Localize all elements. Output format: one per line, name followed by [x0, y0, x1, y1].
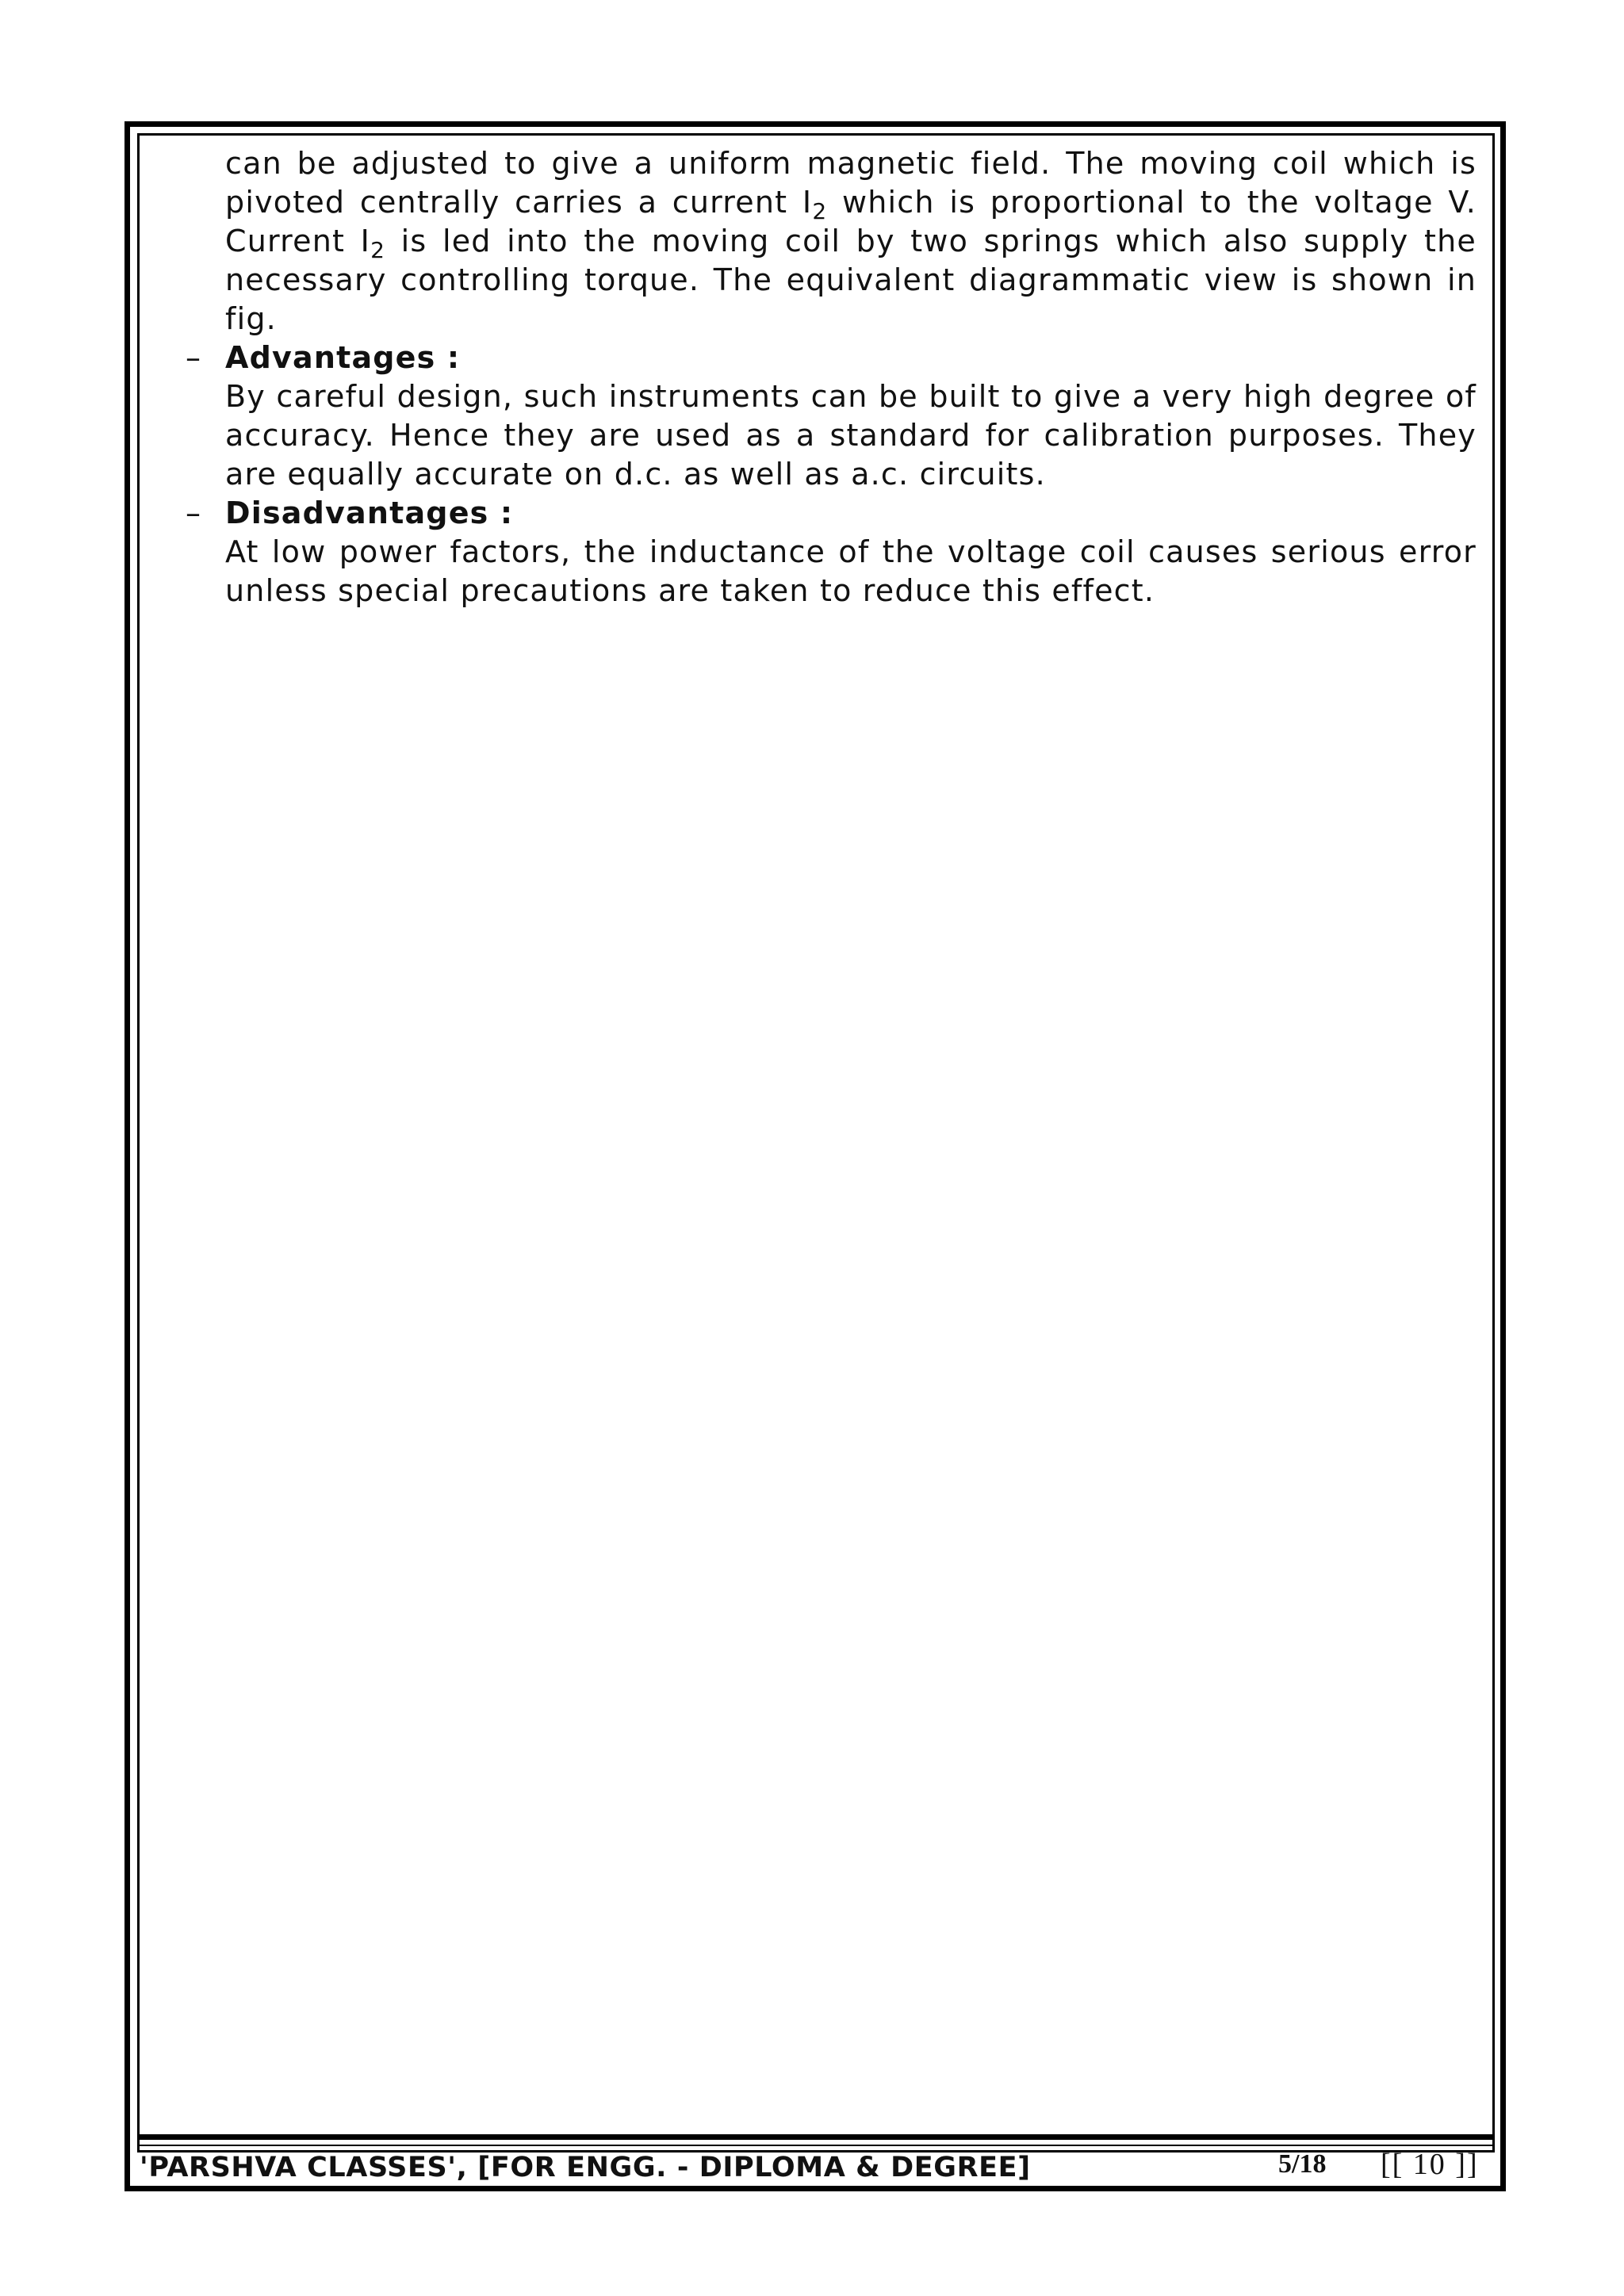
footer-page-number: [[ 10 ]] — [1381, 2148, 1479, 2181]
advantages-bullet: – — [186, 340, 202, 375]
page-content — [186, 144, 1477, 610]
intro-text-part-3: is led into the moving coil by two springs which also supply the necessary controlling torque. The equivalent diagrammatic view is shown in fig. — [225, 224, 1477, 336]
disadvantages-text: At low power factors, the inductance of the voltage coil causes serious error unless special precautions are taken to reduce this effect. — [225, 534, 1477, 608]
disadvantages-heading-row — [186, 494, 1477, 533]
disadvantages-bullet: – — [186, 496, 202, 530]
footer-page-count: 5/18 — [1278, 2149, 1327, 2179]
footer-rule-thick — [137, 2134, 1495, 2140]
intro-text-part-1: can be adjusted to give a uniform magnetic field. The moving coil which is pivoted centrally carries a current I — [225, 146, 1477, 220]
intro-text-part-2: which is proportional to the voltage V. Current I — [225, 185, 1477, 258]
intro-subscript-2: 2 — [370, 237, 386, 263]
intro-subscript-1: 2 — [812, 198, 828, 224]
footer-institute-name: 'PARSHVA CLASSES', [FOR ENGG. - DIPLOMA & DEGREE] — [140, 2152, 1031, 2183]
advantages-heading: Advantages : — [225, 340, 461, 375]
advantages-heading-row — [186, 339, 1477, 377]
intro-paragraph — [225, 144, 1477, 339]
disadvantages-heading: Disadvantages : — [225, 496, 514, 530]
footer-rule-thin — [137, 2145, 1495, 2146]
advantages-text: By careful design, such instruments can be built to give a very high degree of accuracy. Hence they are used as a standard for calibration purposes. They are equally accurate on d.c. as well as a.c. circuits. — [225, 379, 1477, 492]
